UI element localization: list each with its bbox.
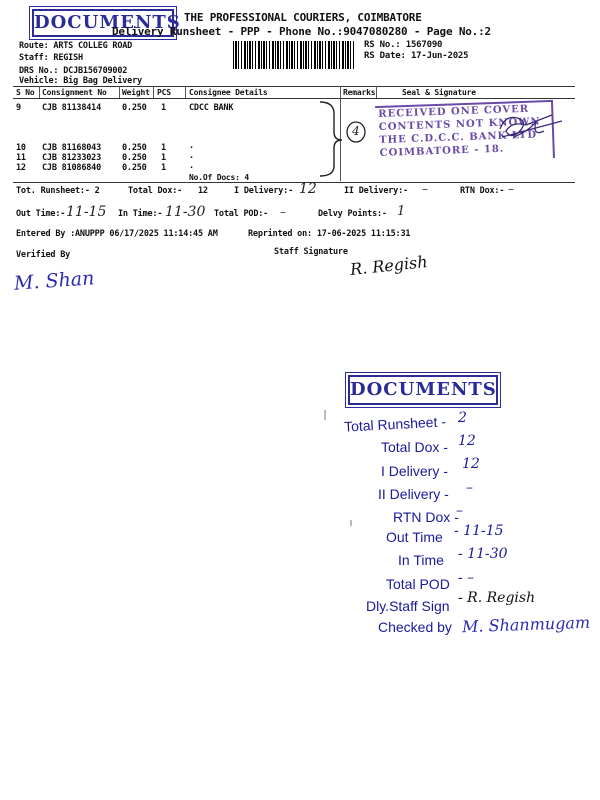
row-details: . bbox=[189, 161, 194, 171]
out-time-value: 11-15 bbox=[66, 204, 107, 220]
in-time-value: 11-30 bbox=[165, 204, 206, 220]
ann-dly-staff-sign-label: Dly.Staff Sign bbox=[366, 598, 450, 614]
bank-stamp-line: COIMBATORE - 18. bbox=[379, 143, 505, 159]
scan-speck bbox=[324, 410, 326, 420]
rtn-dox-label: RTN Dox:- bbox=[460, 186, 505, 196]
bank-signature-scribble bbox=[492, 107, 572, 147]
ann-ii-delivery-label: II Delivery - bbox=[378, 486, 449, 502]
row-weight: 0.250 bbox=[122, 153, 147, 163]
ann-ii-delivery-value: – bbox=[466, 480, 473, 496]
row-consignment: CJB 81233023 bbox=[42, 153, 102, 163]
ann-rtn-dox-label: RTN Dox - bbox=[393, 509, 459, 525]
ann-checked-by-signature: M. Shanmugam bbox=[461, 612, 591, 637]
delvy-points-value: 1 bbox=[397, 204, 406, 219]
staff: Staff: REGISH bbox=[19, 53, 83, 63]
rs-number: RS No.: 1567090 bbox=[364, 40, 443, 50]
ann-i-delivery-label: I Delivery - bbox=[381, 463, 448, 479]
row-pcs: 1 bbox=[161, 103, 166, 113]
barcode bbox=[233, 41, 355, 69]
col-consignment: Consignment No bbox=[42, 88, 107, 97]
rtn-dox-value: – bbox=[508, 182, 514, 196]
col-consignee-details: Consignee Details bbox=[189, 88, 268, 97]
col-seal-signature: Seal & Signature bbox=[402, 88, 476, 97]
ann-total-pod-value: - – bbox=[458, 570, 475, 586]
i-delivery-value: 12 bbox=[299, 181, 317, 197]
row-pcs: 1 bbox=[161, 143, 166, 153]
vehicle: Vehicle: Big Bag Delivery bbox=[19, 76, 142, 86]
col-pcs: PCS bbox=[157, 88, 171, 97]
annotation-documents-stamp bbox=[348, 375, 498, 405]
ann-in-time-value: - 11-30 bbox=[458, 546, 508, 562]
scan-speck bbox=[350, 520, 352, 526]
ann-total-pod-label: Total POD bbox=[386, 576, 450, 592]
row-pcs: 1 bbox=[161, 153, 166, 163]
drs-number: DRS No.: DCJB156709002 bbox=[19, 66, 128, 76]
total-dox-label: Total Dox:- bbox=[128, 186, 183, 196]
route: Route: ARTS COLLEG ROAD bbox=[19, 41, 133, 51]
row-details: . bbox=[189, 151, 194, 161]
ann-rtn-dox-value: – bbox=[456, 503, 463, 519]
staff-signature: R. Regish bbox=[349, 251, 429, 280]
table-row bbox=[16, 153, 26, 163]
ii-delivery-value: – bbox=[422, 182, 428, 196]
reprinted-on: Reprinted on: 17-06-2025 11:15:31 bbox=[248, 229, 411, 239]
company-name: THE PROFESSIONAL COURIERS, COIMBATORE bbox=[184, 11, 422, 24]
ann-out-time-label: Out Time bbox=[386, 529, 443, 545]
table-row bbox=[16, 103, 21, 113]
ann-total-dox-label: Total Dox - bbox=[381, 439, 448, 455]
ann-dly-staff-sign-value: - R. Regish bbox=[458, 590, 536, 606]
in-time-label: In Time:- bbox=[118, 209, 163, 219]
total-pod-label: Total POD:- bbox=[214, 209, 269, 219]
ann-total-runsheet-value: 2 bbox=[458, 410, 467, 426]
bank-stamp-line: THE C.D.C.C. BANK LTD bbox=[379, 129, 538, 146]
row-sno: 9 bbox=[16, 103, 21, 113]
col-weight: Weight bbox=[122, 88, 150, 97]
table-row bbox=[16, 143, 26, 153]
ii-delivery-label: II Delivery:- bbox=[344, 186, 408, 196]
row-sno: 10 bbox=[16, 143, 26, 153]
ann-out-time-value: - 11-15 bbox=[454, 523, 504, 539]
handwritten-brace bbox=[318, 100, 378, 180]
row-consignment: CJB 81168043 bbox=[42, 143, 102, 153]
row-details: . bbox=[189, 141, 194, 151]
row-consignment: CJB 81138414 bbox=[42, 103, 102, 113]
row-sno: 11 bbox=[16, 153, 26, 163]
tot-runsheet: Tot. Runsheet:- 2 bbox=[16, 186, 100, 196]
annotation-stamp-text: DOCUMENTS bbox=[350, 379, 497, 400]
ann-total-dox-value: 12 bbox=[458, 433, 476, 449]
col-remarks: Remarks bbox=[343, 88, 376, 97]
row-weight: 0.250 bbox=[122, 143, 147, 153]
no-of-docs: No.Of Docs: 4 bbox=[189, 173, 250, 182]
row-sno: 12 bbox=[16, 163, 26, 173]
rs-date: RS Date: 17-Jun-2025 bbox=[364, 51, 469, 61]
row-weight: 0.250 bbox=[122, 103, 147, 113]
bracket-count: 4 bbox=[352, 124, 360, 138]
ann-i-delivery-value: 12 bbox=[462, 456, 480, 472]
ann-in-time-label: In Time bbox=[398, 552, 444, 568]
out-time-label: Out Time:- bbox=[16, 209, 66, 219]
entered-by: Entered By :ANUPPP 06/17/2025 11:14:45 AM bbox=[16, 229, 218, 239]
i-delivery-label: I Delivery:- bbox=[234, 186, 294, 196]
verified-by-label: Verified By bbox=[16, 250, 71, 260]
ann-checked-by-label: Checked by bbox=[378, 619, 452, 635]
col-sno: S No bbox=[16, 88, 35, 97]
row-pcs: 1 bbox=[161, 163, 166, 173]
bank-stamp-line: RECEIVED ONE COVER bbox=[378, 103, 530, 121]
bank-stamp-line: CONTENTS NOT KNOWN bbox=[378, 116, 541, 134]
row-details: CDCC BANK bbox=[189, 103, 234, 113]
row-consignment: CJB 81086840 bbox=[42, 163, 102, 173]
documents-stamp-text: DOCUMENTS bbox=[34, 12, 181, 33]
staff-signature-label: Staff Signature bbox=[274, 247, 348, 257]
ann-total-runsheet-label: Total Runsheet - bbox=[343, 413, 447, 435]
row-weight: 0.250 bbox=[122, 163, 147, 173]
total-dox-value: 12 bbox=[198, 186, 208, 196]
verified-signature: M. Shan bbox=[13, 267, 96, 295]
delvy-points-label: Delvy Points:- bbox=[318, 209, 387, 219]
table-row bbox=[16, 163, 26, 173]
total-pod-value: – bbox=[280, 205, 286, 219]
runsheet-subtitle: Delivery Runsheet - PPP - Phone No.:9047080280 - Page No.:2 bbox=[112, 25, 491, 38]
